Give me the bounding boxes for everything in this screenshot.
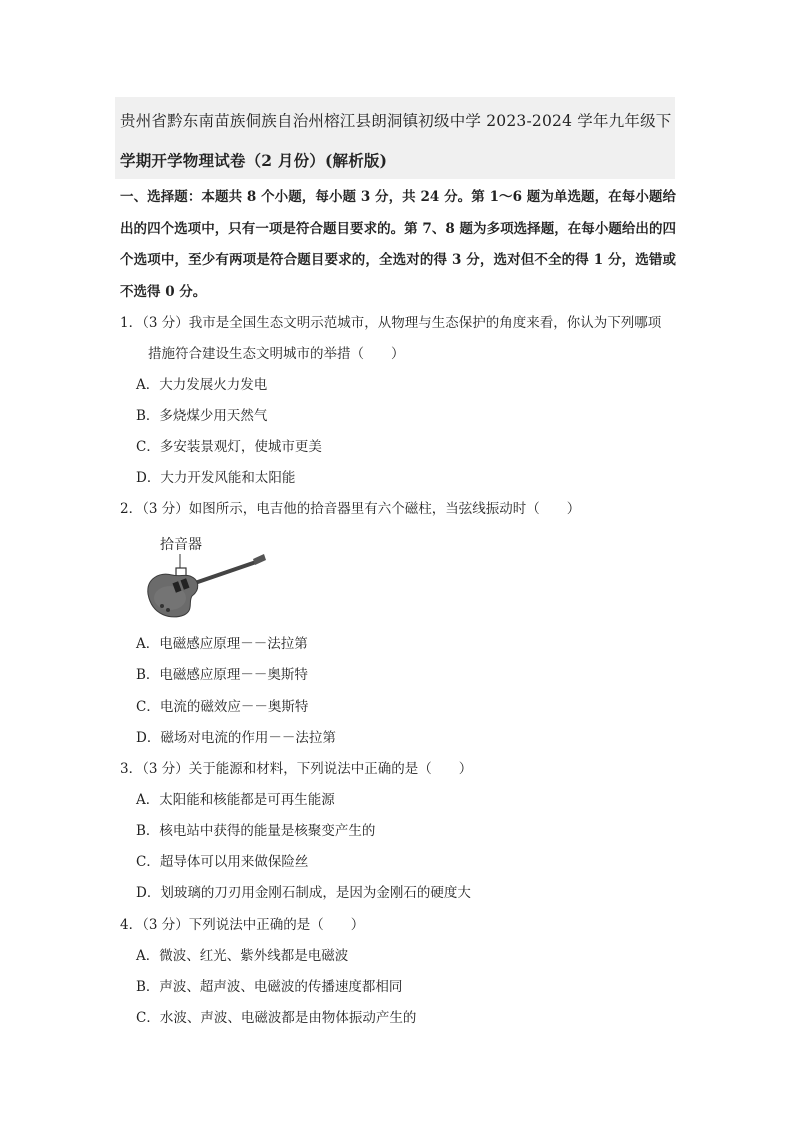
question-2-option-a: A．电磁感应原理－－法拉第 <box>136 636 308 652</box>
title-block <box>115 97 675 179</box>
question-1-option-c: C．多安装景观灯，使城市更美 <box>136 439 322 455</box>
question-1-stem: 1．（3 分）我市是全国生态文明示范城市，从物理与生态保护的角度来看，你认为下列哪项 <box>120 315 662 331</box>
question-4-option-c: C．水波、声波、电磁波都是由物体振动产生的 <box>136 1010 417 1026</box>
question-3-stem: 3．（3 分）关于能源和材料，下列说法中正确的是（ ） <box>120 761 473 777</box>
question-3-option-b: B．核电站中获得的能量是核聚变产生的 <box>136 823 376 839</box>
title-line-1: 贵州省黔东南苗族侗族自治州榕江县朗洞镇初级中学 2023-2024 学年九年级下 <box>120 112 672 130</box>
question-1-option-b: B．多烧煤少用天然气 <box>136 408 268 424</box>
question-3-option-a: A．太阳能和核能都是可再生能源 <box>136 792 335 808</box>
question-1-option-a: A．大力发展火力发电 <box>136 377 268 393</box>
section-header: 一、选择题：本题共 8 个小题，每小题 3 分，共 24 分。第 1～6 题为单选题，在每小题给出的四个选项中，只有一项是符合题目要求的。第 7、8 题为多项选择题，在每小题给出的四个选项中，至少有两项是符合题目要求的，全选对的得 3 分，选对但不全的得 1 分，选错或不选得 0 分。 <box>120 189 676 300</box>
figure-label: 拾音器 <box>160 537 202 553</box>
question-3-option-d: D．划玻璃的刀刃用金刚石制成，是因为金刚石的硬度大 <box>136 885 471 901</box>
guitar-icon <box>140 532 270 620</box>
question-1-stem-cont: 措施符合建设生态文明城市的举措（ ） <box>148 346 405 362</box>
question-1-option-d: D．大力开发风能和太阳能 <box>136 470 296 486</box>
question-4-option-b: B．声波、超声波、电磁波的传播速度都相同 <box>136 979 403 995</box>
question-2-stem: 2．（3 分）如图所示，电吉他的拾音器里有六个磁柱，当弦线振动时（ ） <box>120 501 581 517</box>
question-2-option-d: D．磁场对电流的作用－－法拉第 <box>136 730 336 746</box>
question-2-option-c: C．电流的磁效应－－奥斯特 <box>136 699 309 715</box>
question-2-option-b: B．电磁感应原理－－奥斯特 <box>136 667 308 683</box>
question-3-option-c: C．超导体可以用来做保险丝 <box>136 854 309 870</box>
question-4-stem: 4．（3 分）下列说法中正确的是（ ） <box>120 917 365 933</box>
title-line-2: 学期开学物理试卷（2 月份）(解析版) <box>120 151 388 170</box>
guitar-figure <box>140 532 270 620</box>
question-4-option-a: A．微波、红光、紫外线都是电磁波 <box>136 948 349 964</box>
